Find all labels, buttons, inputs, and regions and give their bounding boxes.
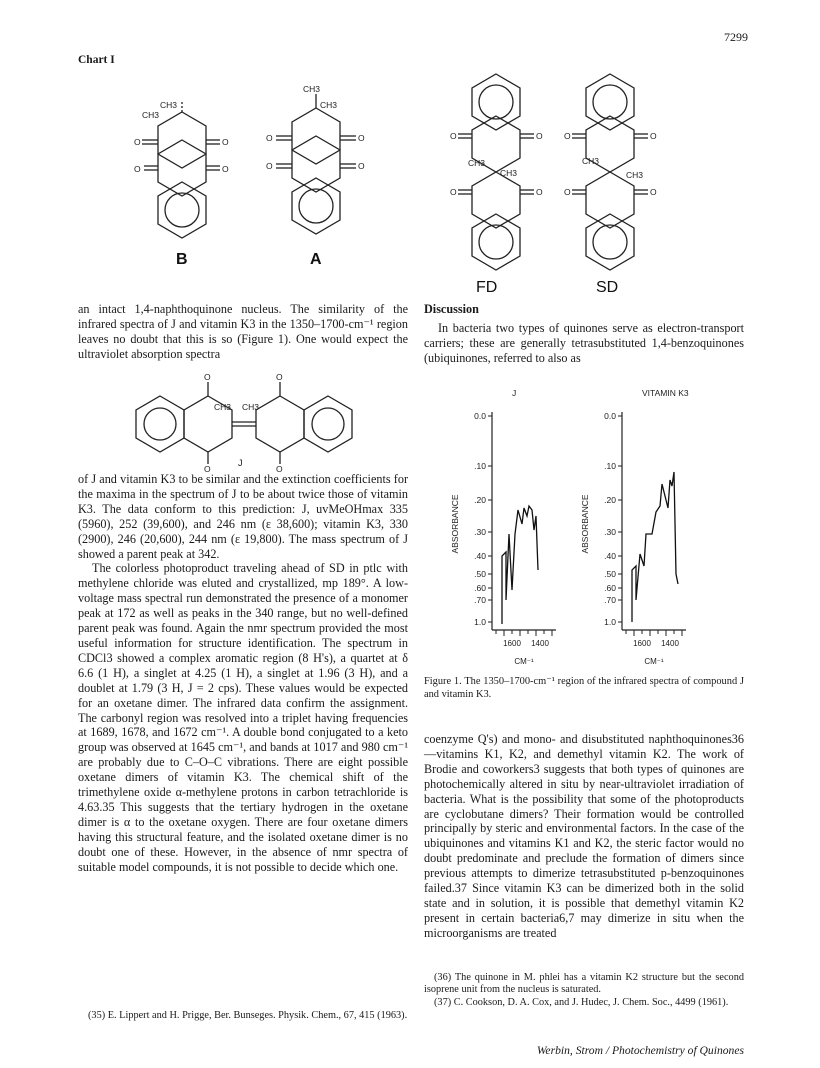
o-label: O: [276, 372, 283, 382]
y-tick-label: .10: [474, 461, 486, 471]
y-tick-label: .30: [604, 527, 616, 537]
x-axis-label: CM⁻¹: [514, 657, 534, 666]
y-ticks: [488, 416, 622, 622]
y-tick-label: 1.0: [474, 617, 486, 627]
o-label: O: [222, 137, 229, 147]
o-label: O: [358, 161, 365, 171]
right-column-main: [424, 732, 744, 941]
o-label: O: [536, 187, 543, 197]
x-tick-label: 1400: [531, 639, 549, 648]
x-tick-label: 1400: [661, 639, 679, 648]
ch3-label: CH3: [582, 156, 600, 166]
o-label: O: [204, 372, 211, 382]
ir-spectra-figure: [432, 384, 742, 674]
o-label: O: [564, 131, 571, 141]
o-label: O: [276, 464, 283, 472]
spectrum-line-k3: [632, 472, 678, 622]
paragraph: of J and vitamin K3 to be similar and the extinction coefficients for the maxima in the spectrum of J to be about twice those of vitamin K3. The data conform to this prediction: J, uvMeOHmax 335 (5960), 252 (39,600), and 246 nm (ε 38,600); vitamin K3, 330 (2900), 246 (20,600), 244 nm (ε 19,800). The mass spectrum of J showed a parent peak at 342.: [78, 472, 408, 561]
y-tick-label: .40: [474, 551, 486, 561]
page-number: 7299: [724, 30, 748, 44]
y-tick-label: .60: [474, 583, 486, 593]
x-tick-label: 1600: [633, 639, 651, 648]
structure-label-j: J: [238, 458, 243, 468]
x-tick-label: 1600: [503, 639, 521, 648]
y-tick-label: .50: [474, 569, 486, 579]
footnote: (35) E. Lippert and H. Prigge, Ber. Bunseges. Physik. Chem., 67, 415 (1963).: [88, 1010, 408, 1021]
structure-j: [130, 372, 360, 472]
o-label: O: [564, 187, 571, 197]
chart-label: Chart I: [78, 54, 115, 66]
ch3-label: CH3: [626, 170, 644, 180]
o-label: O: [222, 164, 229, 174]
o-label: O: [450, 187, 457, 197]
y-axis-label: ABSORBANCE: [450, 494, 460, 554]
y-tick-label: .40: [604, 551, 616, 561]
panel-title-vitamin-k3: VITAMIN K3: [642, 388, 689, 398]
y-tick-label: .50: [604, 569, 616, 579]
structure-label-a: A: [310, 251, 322, 268]
paragraph: In bacteria two types of quinones serve as electron-transport carriers; these are generally tetrasubstituted 1,4-benzoquinones (ubiquinones, referred to also as: [424, 320, 744, 365]
y-tick-label: .20: [474, 495, 486, 505]
o-label: O: [358, 133, 365, 143]
paragraph: The colorless photoproduct traveling ahead of SD in ptlc with methylene chloride was eluted and crystallized, mp 189°. A low-voltage mass spectral run demonstrated the presence of a monomer peak at 172 as well as peaks in the 340 range, but no well-defined parent peak was found. Again the nmr spectrum provided the most useful information for structure identification. The spectrum in CDCl3 showed a complex aromatic region (8 H's), a quartet at δ 6.6 (1 H), a singlet at 4.25 (1 H), a singlet at 1.96 (3 H), and a doublet at 1.79 (3 H, J = 2 cps). These values would be expected for an oxetane dimer. The infrared data confirm the assignment. The carbonyl region was resolved into a triplet having frequencies at 1689, 1678, and 1672 cm⁻¹. A double bond conjugated to a keto group was observed at 1645 cm⁻¹, and bands at 1017 and 980 cm⁻¹ are probably due to C–O–C vibrations. There are eight possible oxetane dimers of vitamin K3. The chemical shift of the trimethylene oxide α-methylene protons in carbon tetrachloride is 4.63.35 This suggests that the tertiary hydrogen in the oxetane dimer is α to the oxetane oxygen. There are four oxetane dimers having this structural feature, and the isolated oxetane dimer is no doubt one of these. However, in the absence of nmr spectra of suitable model compounds, it is not possible to decide which one.: [78, 561, 408, 874]
structures-fd-sd: [450, 62, 680, 298]
footnote: (37) C. Cookson, D. A. Cox, and J. Hudec, J. Chem. Soc., 4499 (1961).: [434, 996, 729, 1008]
o-label: O: [536, 131, 543, 141]
ch3-label: CH3: [303, 84, 321, 94]
o-label: O: [650, 131, 657, 141]
y-tick-label: .60: [604, 583, 616, 593]
footnotes-left: [78, 1010, 408, 1022]
x-axis-label: CM⁻¹: [644, 657, 664, 666]
y-tick-label: 0.0: [604, 411, 616, 421]
o-label: O: [450, 131, 457, 141]
left-column-top: [78, 302, 408, 362]
y-tick-label: .30: [474, 527, 486, 537]
paragraph: coenzyme Q's) and mono- and disubstituted naphthoquinones36—vitamins K1, K2, and demethyl vitamin K2. The work of Brodie and coworkers3 suggests that both types of quinones are photochemically altered in situ by near-ultraviolet irradiation of bacteria. What is the possibility that some of the photoproducts are cyclobutane dimers? Their formation would be controlled principally by steric and environmental factors. In the case of the ubiquinones and vitamins K1 and K2, the steric factor would no doubt predominate and preclude the formation of dimers since previous attempts to dimerize tetrasubstituted p-benzoquinones failed.37 Since vitamin K3 can be dimerized both in the solid state and in solution, it is possible that demethyl vitamin K2 present in certain bacteria6,7 may dimerize in situ when the microorganisms are treated: [424, 732, 744, 940]
y-tick-label: .10: [604, 461, 616, 471]
y-tick-label: .70: [474, 595, 486, 605]
structure-label-sd: SD: [596, 279, 619, 296]
footnotes-right: [424, 972, 744, 1009]
spectrum-line-j: [502, 506, 538, 624]
o-label: O: [266, 133, 273, 143]
structures-b-a: [120, 82, 400, 272]
y-tick-label: .20: [604, 495, 616, 505]
discussion-heading: Discussion: [424, 302, 479, 316]
right-column-top: [424, 302, 744, 366]
ch3-label: CH3: [160, 100, 178, 110]
figure-caption: Figure 1. The 1350–1700-cm⁻¹ region of the infrared spectra of compound J and vitamin K3.: [424, 676, 744, 700]
paragraph: an intact 1,4-naphthoquinone nucleus. The similarity of the infrared spectra of J and vitamin K3 in the 1350–1700-cm⁻¹ region leaves no doubt that this is so (Figure 1). One would expect the ultraviolet absorption spectra: [78, 302, 408, 361]
ch3-label: CH3: [142, 110, 160, 120]
ch3-label: CH3: [320, 100, 338, 110]
structure-label-b: B: [176, 251, 188, 268]
ch3-label: CH3: [500, 168, 518, 178]
ch3-label: CH3: [468, 158, 486, 168]
o-label: O: [134, 164, 141, 174]
o-label: O: [204, 464, 211, 472]
ch3-label: CH3: [214, 402, 232, 412]
y-tick-label: 0.0: [474, 411, 486, 421]
panel-title-j: J: [512, 388, 517, 398]
y-axis-label: ABSORBANCE: [580, 494, 590, 554]
o-label: O: [134, 137, 141, 147]
footnote: (36) The quinone in M. phlei has a vitamin K2 structure but the second isoprene unit from the nucleus is saturated.: [424, 972, 744, 996]
running-footer: Werbin, Strom / Photochemistry of Quinones: [536, 1044, 744, 1057]
ch3-label: CH3: [242, 402, 260, 412]
y-tick-label: 1.0: [604, 617, 616, 627]
structure-label-fd: FD: [476, 279, 498, 296]
left-column-main: [78, 472, 408, 874]
o-label: O: [266, 161, 273, 171]
y-tick-label: .70: [604, 595, 616, 605]
o-label: O: [650, 187, 657, 197]
